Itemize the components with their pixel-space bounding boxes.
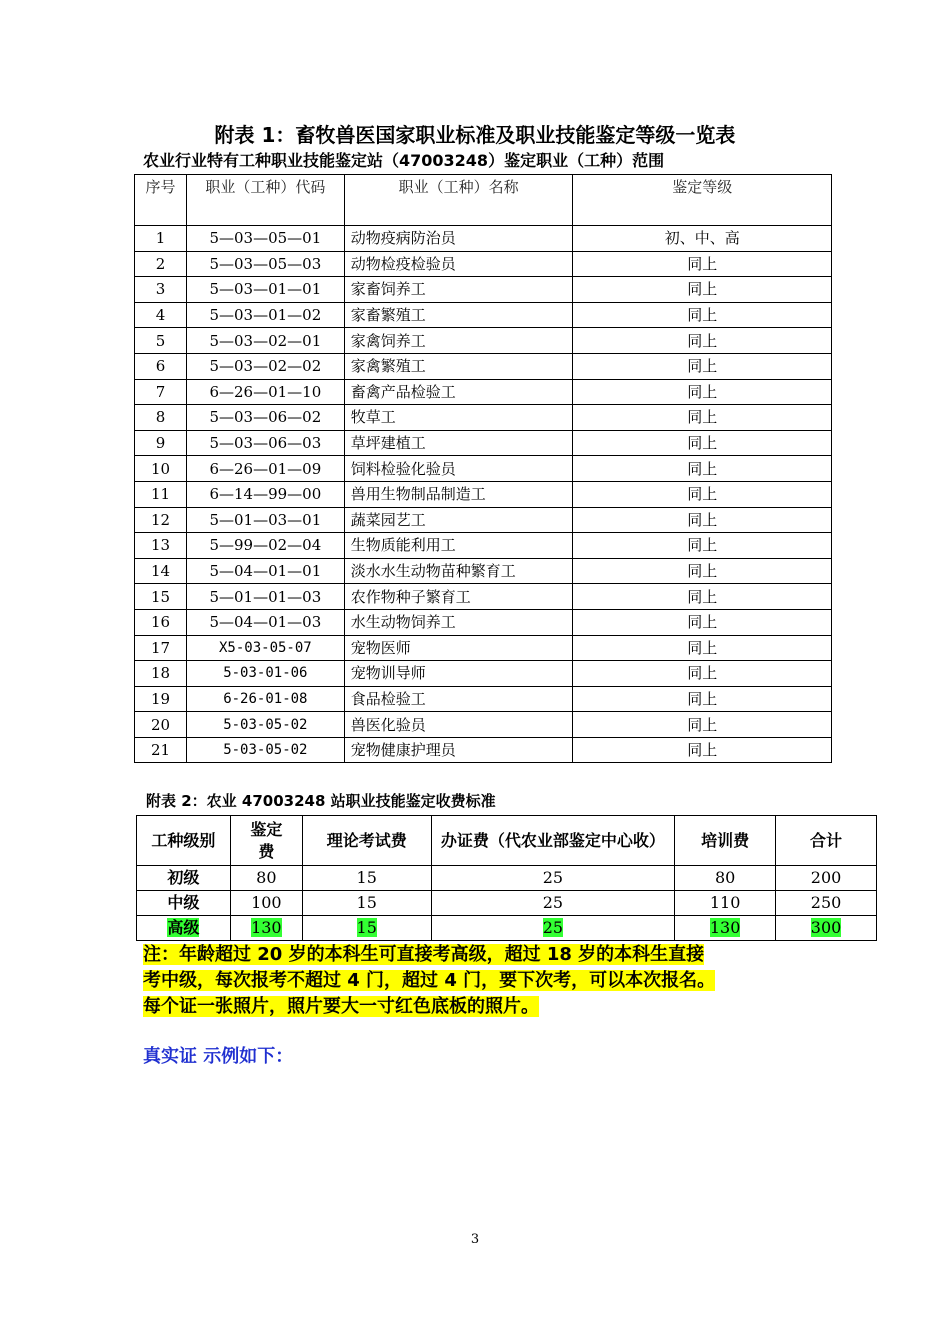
fee-cell: 25 — [431, 891, 675, 916]
occupation-code: 6—26—01—09 — [186, 456, 344, 482]
row-number: 18 — [135, 661, 187, 687]
occupation-code: 5—04—01—01 — [186, 558, 344, 584]
occupation-code: 5—03—01—01 — [186, 277, 344, 303]
row-number: 21 — [135, 737, 187, 763]
note-line: 注：年龄超过 20 岁的本科生可直接考高级，超过 18 岁的本科生直接 — [143, 944, 705, 965]
occupation-name: 兽医化验员 — [344, 712, 573, 738]
header-cell: 工种级别 — [137, 816, 231, 866]
occupation-name: 宠物健康护理员 — [344, 737, 573, 763]
occupation-code: 6—14—99—00 — [186, 481, 344, 507]
table-row — [135, 405, 832, 431]
highlighted-value: 130 — [709, 918, 741, 937]
row-number: 11 — [135, 481, 187, 507]
occupation-code: 5—99—02—04 — [186, 533, 344, 559]
row-number: 9 — [135, 430, 187, 456]
row-number: 12 — [135, 507, 187, 533]
row-number: 2 — [135, 251, 187, 277]
highlighted-value: 高级 — [167, 918, 200, 937]
row-number: 1 — [135, 226, 187, 252]
fee-table-body — [137, 866, 877, 941]
highlighted-value: 300 — [810, 918, 842, 937]
table-row — [135, 379, 832, 405]
table-row — [135, 609, 832, 635]
table-row — [135, 635, 832, 661]
occupation-code: 6—26—01—10 — [186, 379, 344, 405]
row-number: 16 — [135, 609, 187, 635]
occupation-code: 5-03-05-02 — [186, 712, 344, 738]
highlighted-value: 130 — [251, 918, 282, 937]
grade-level: 同上 — [573, 251, 832, 277]
header-cell: 职业（工种）代码 — [186, 175, 344, 226]
occupation-name: 动物检疫检验员 — [344, 251, 573, 277]
row-number: 6 — [135, 353, 187, 379]
header-cell: 合计 — [776, 816, 877, 866]
occupation-code: 5—03—01—02 — [186, 302, 344, 328]
occupation-name: 生物质能利用工 — [344, 533, 573, 559]
fee-cell: 80 — [675, 866, 776, 891]
table1-subtitle: 农业行业特有工种职业技能鉴定站（47003248）鉴定职业（工种）范围 — [143, 151, 665, 170]
grade-level: 同上 — [573, 635, 832, 661]
table-row — [137, 866, 877, 891]
grade-level: 初、中、高 — [573, 226, 832, 252]
fee-cell — [431, 916, 675, 941]
occupation-name: 宠物医师 — [344, 635, 573, 661]
table-row — [135, 226, 832, 252]
occupation-name: 草坪建植工 — [344, 430, 573, 456]
grade-level: 同上 — [573, 379, 832, 405]
table-row — [135, 507, 832, 533]
grade-level: 同上 — [573, 584, 832, 610]
occupation-name: 牧草工 — [344, 405, 573, 431]
occupation-code: 5—04—01—03 — [186, 609, 344, 635]
table-row — [135, 584, 832, 610]
table-row — [135, 533, 832, 559]
grade-level: 同上 — [573, 353, 832, 379]
occupation-name: 饲料检验化验员 — [344, 456, 573, 482]
occupation-name: 动物疫病防治员 — [344, 226, 573, 252]
row-number: 4 — [135, 302, 187, 328]
header-cell: 鉴定等级 — [573, 175, 832, 226]
grade-level: 同上 — [573, 302, 832, 328]
occupation-code: 5—03—06—03 — [186, 430, 344, 456]
grade-level: 同上 — [573, 686, 832, 712]
row-number: 7 — [135, 379, 187, 405]
occupation-name: 兽用生物制品制造工 — [344, 481, 573, 507]
grade-level: 同上 — [573, 533, 832, 559]
fee-cell: 15 — [302, 891, 431, 916]
level-label — [137, 916, 231, 941]
row-number: 8 — [135, 405, 187, 431]
occupation-name: 家禽饲养工 — [344, 328, 573, 354]
fee-cell — [675, 916, 776, 941]
row-number: 15 — [135, 584, 187, 610]
grade-level: 同上 — [573, 558, 832, 584]
table-row — [135, 456, 832, 482]
table-row — [135, 353, 832, 379]
page-number: 3 — [470, 1232, 480, 1247]
table-row — [135, 712, 832, 738]
occupation-name: 家畜繁殖工 — [344, 302, 573, 328]
grade-level: 同上 — [573, 507, 832, 533]
row-number: 19 — [135, 686, 187, 712]
occupation-code: 5-03-05-02 — [186, 737, 344, 763]
table-row — [135, 251, 832, 277]
highlighted-value: 25 — [542, 918, 564, 937]
row-number: 17 — [135, 635, 187, 661]
level-label: 中级 — [137, 891, 231, 916]
occupation-code: 5—03—05—01 — [186, 226, 344, 252]
occupation-table — [134, 174, 832, 763]
row-number: 14 — [135, 558, 187, 584]
grade-level: 同上 — [573, 328, 832, 354]
table-header-row — [137, 816, 877, 866]
fee-cell: 200 — [776, 866, 877, 891]
table2-caption: 附表 2：农业 47003248 站职业技能鉴定收费标准 — [146, 792, 496, 810]
grade-level: 同上 — [573, 737, 832, 763]
occupation-code: 5—03—06—02 — [186, 405, 344, 431]
grade-level: 同上 — [573, 277, 832, 303]
occupation-code: 5—01—01—03 — [186, 584, 344, 610]
grade-level: 同上 — [573, 712, 832, 738]
table-row — [135, 686, 832, 712]
occupation-code: 5—03—02—01 — [186, 328, 344, 354]
table-row — [135, 481, 832, 507]
occupation-name: 家禽繁殖工 — [344, 353, 573, 379]
fee-cell — [776, 916, 877, 941]
note-line: 每个证一张照片，照片要大一寸红色底板的照片。 — [143, 996, 539, 1017]
row-number: 10 — [135, 456, 187, 482]
grade-level: 同上 — [573, 456, 832, 482]
occupation-name: 食品检验工 — [344, 686, 573, 712]
grade-level: 同上 — [573, 405, 832, 431]
grade-level: 同上 — [573, 609, 832, 635]
header-cell: 理论考试费 — [302, 816, 431, 866]
occupation-name: 家畜饲养工 — [344, 277, 573, 303]
header-cell: 培训费 — [675, 816, 776, 866]
fee-cell — [302, 916, 431, 941]
fee-cell: 80 — [230, 866, 302, 891]
page-title: 附表 1：畜牧兽医国家职业标准及职业技能鉴定等级一览表 — [214, 123, 736, 147]
occupation-code: 6-26-01-08 — [186, 686, 344, 712]
note-line: 考中级，每次报考不超过 4 门，超过 4 门，要下次考，可以本次报名。 — [143, 970, 716, 991]
occupation-code: 5—03—05—03 — [186, 251, 344, 277]
header-cell: 序号 — [135, 175, 187, 226]
highlighted-value: 15 — [356, 918, 377, 937]
fee-table — [136, 815, 877, 941]
header-cell: 职业（工种）名称 — [344, 175, 573, 226]
occupation-name: 水生动物饲养工 — [344, 609, 573, 635]
occupation-table-body — [135, 226, 832, 763]
header-cell: 办证费（代农业部鉴定中心收） — [431, 816, 675, 866]
occupation-code: X5-03-05-07 — [186, 635, 344, 661]
occupation-name: 淡水水生动物苗种繁育工 — [344, 558, 573, 584]
note-paragraph — [143, 942, 823, 1020]
table-row — [135, 277, 832, 303]
fee-cell: 250 — [776, 891, 877, 916]
fee-cell: 25 — [431, 866, 675, 891]
level-label: 初级 — [137, 866, 231, 891]
fee-cell: 100 — [230, 891, 302, 916]
row-number: 3 — [135, 277, 187, 303]
occupation-name: 蔬菜园艺工 — [344, 507, 573, 533]
table-header-row — [135, 175, 832, 226]
table-row — [135, 430, 832, 456]
grade-level: 同上 — [573, 481, 832, 507]
occupation-code: 5—01—03—01 — [186, 507, 344, 533]
row-number: 13 — [135, 533, 187, 559]
table-row — [135, 302, 832, 328]
grade-level: 同上 — [573, 430, 832, 456]
occupation-code: 5-03-01-06 — [186, 661, 344, 687]
row-number: 5 — [135, 328, 187, 354]
table-row — [135, 661, 832, 687]
fee-cell: 15 — [302, 866, 431, 891]
occupation-name: 宠物训导师 — [344, 661, 573, 687]
fee-cell — [230, 916, 302, 941]
row-number: 20 — [135, 712, 187, 738]
occupation-name: 农作物种子繁育工 — [344, 584, 573, 610]
fee-cell: 110 — [675, 891, 776, 916]
grade-level: 同上 — [573, 661, 832, 687]
table-row — [135, 328, 832, 354]
example-heading: 真实证 示例如下： — [143, 1046, 294, 1067]
table-row — [135, 558, 832, 584]
header-cell: 鉴定费 — [230, 816, 302, 866]
occupation-code: 5—03—02—02 — [186, 353, 344, 379]
table-row — [135, 737, 832, 763]
table-row — [137, 891, 877, 916]
table-row — [137, 916, 877, 941]
occupation-name: 畜禽产品检验工 — [344, 379, 573, 405]
